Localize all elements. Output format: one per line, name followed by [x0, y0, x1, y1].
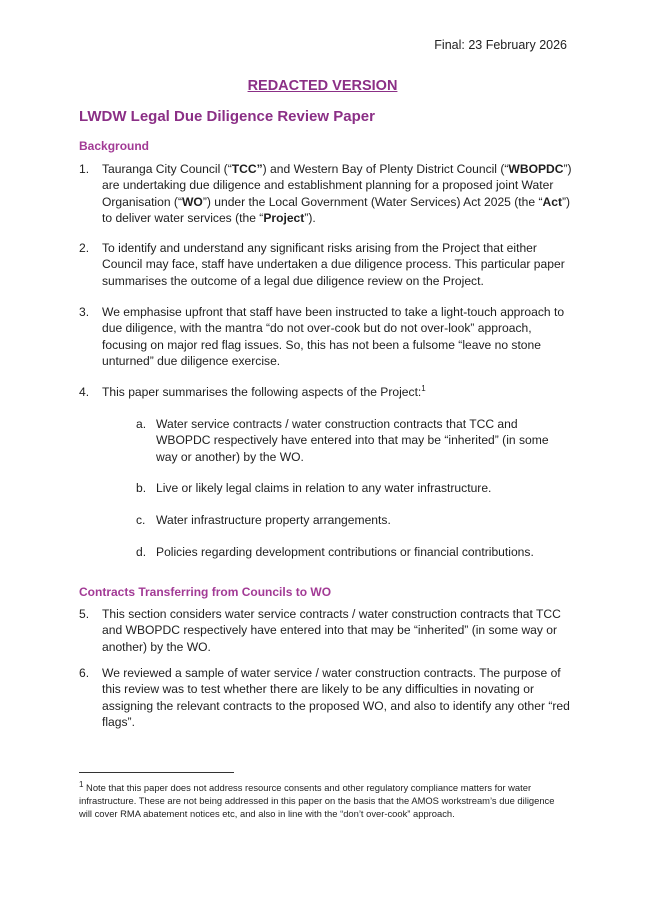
paragraph-number: 3.: [79, 305, 90, 319]
paragraph-number: 5.: [79, 607, 90, 621]
paragraph-text: This paper summarises the following aspects of the Project:$^1$: [102, 383, 426, 399]
footnote-text: Note that this paper does not address resource consents and other regulatory compliance matters for water infrastructure. These are not being addressed in this paper on the basis that the AMOS workstream’s due diligence will cover RMA abatement notices etc, and also in line with the “don’t over-cook” approach.: [79, 782, 555, 820]
subitem-text: Water service contracts / water construction contracts that TCC and WBOPDC respectively have entered into that may be “inherited” (in some way or another) by the WO.: [156, 417, 549, 464]
footnote-reference: 1: [421, 383, 426, 393]
subitem-text: Policies regarding development contributions or financial contributions.: [156, 545, 534, 559]
paragraph-text: This section considers water service contracts / water construction contracts that TCC and WBOPDC respectively have entered into that may be “inherited” (in some way or another) by the WO.: [102, 607, 561, 654]
paragraph-text: To identify and understand any significant risks arising from the Project that either Council may face, staff have undertaken a due diligence process. This particular paper summarises the outcome of a legal due diligence review on the Project.: [102, 241, 565, 288]
subitem-c: [136, 512, 561, 528]
paragraph-text: We emphasise upfront that staff have been instructed to take a light-touch approach to due diligence, with the mantra “do not over-cook but do not over-look” approach, focusing on major red flag issues. So, this has not been a fulsome “leave no stone unturned” due diligence exercise.: [102, 305, 565, 369]
subitem-text: Water infrastructure property arrangements.: [156, 513, 391, 527]
subitem-a: [136, 416, 561, 465]
paragraph-2: [79, 240, 574, 289]
subitem-b: [136, 480, 561, 496]
section-heading-background: Background: [79, 139, 150, 153]
paragraph-number: 2.: [79, 241, 90, 255]
paragraph-number: 4.: [79, 385, 90, 399]
paragraph-5: [79, 606, 574, 655]
subitem-letter: c.: [136, 513, 146, 527]
paragraph-1: [79, 161, 574, 227]
subitem-letter: b.: [136, 481, 147, 495]
paragraph-number: 6.: [79, 666, 90, 680]
paragraph-3: [79, 304, 574, 370]
paragraph-text: Tauranga City Council (“TCC”) and Western Bay of Plenty District Council (“WBOPDC”) are undertaking due diligence and establishment planning for a proposed joint Water Organisation (“WO”) under the Local Government (Water Services) Act 2025 (the “Act”) to deliver water services (the “Project”).: [102, 162, 572, 226]
subitem-letter: a.: [136, 417, 147, 431]
subitem-letter: d.: [136, 545, 147, 559]
paragraph-text: We reviewed a sample of water service / water construction contracts. The purpose of this review was to test whether there are likely to be any difficulties in novating or assigning the relevant contracts to the proposed WO, and also to identify any other “red flags”.: [102, 666, 570, 730]
subitem-text: Live or likely legal claims in relation to any water infrastructure.: [156, 481, 492, 495]
subitem-d: [136, 544, 561, 560]
footnote-separator: [79, 772, 234, 773]
document-date: Final: 23 February 2026: [434, 38, 567, 52]
paragraph-6: [79, 665, 574, 731]
redacted-banner: REDACTED VERSION: [247, 78, 398, 94]
section-heading-contracts: Contracts Transferring from Councils to WO: [79, 585, 332, 599]
paragraph-4: [79, 384, 574, 400]
footnote: [79, 781, 569, 821]
page-title: LWDW Legal Due Diligence Review Paper: [79, 108, 375, 125]
paragraph-number: 1.: [79, 162, 90, 176]
footnote-marker: 1: [79, 779, 84, 789]
